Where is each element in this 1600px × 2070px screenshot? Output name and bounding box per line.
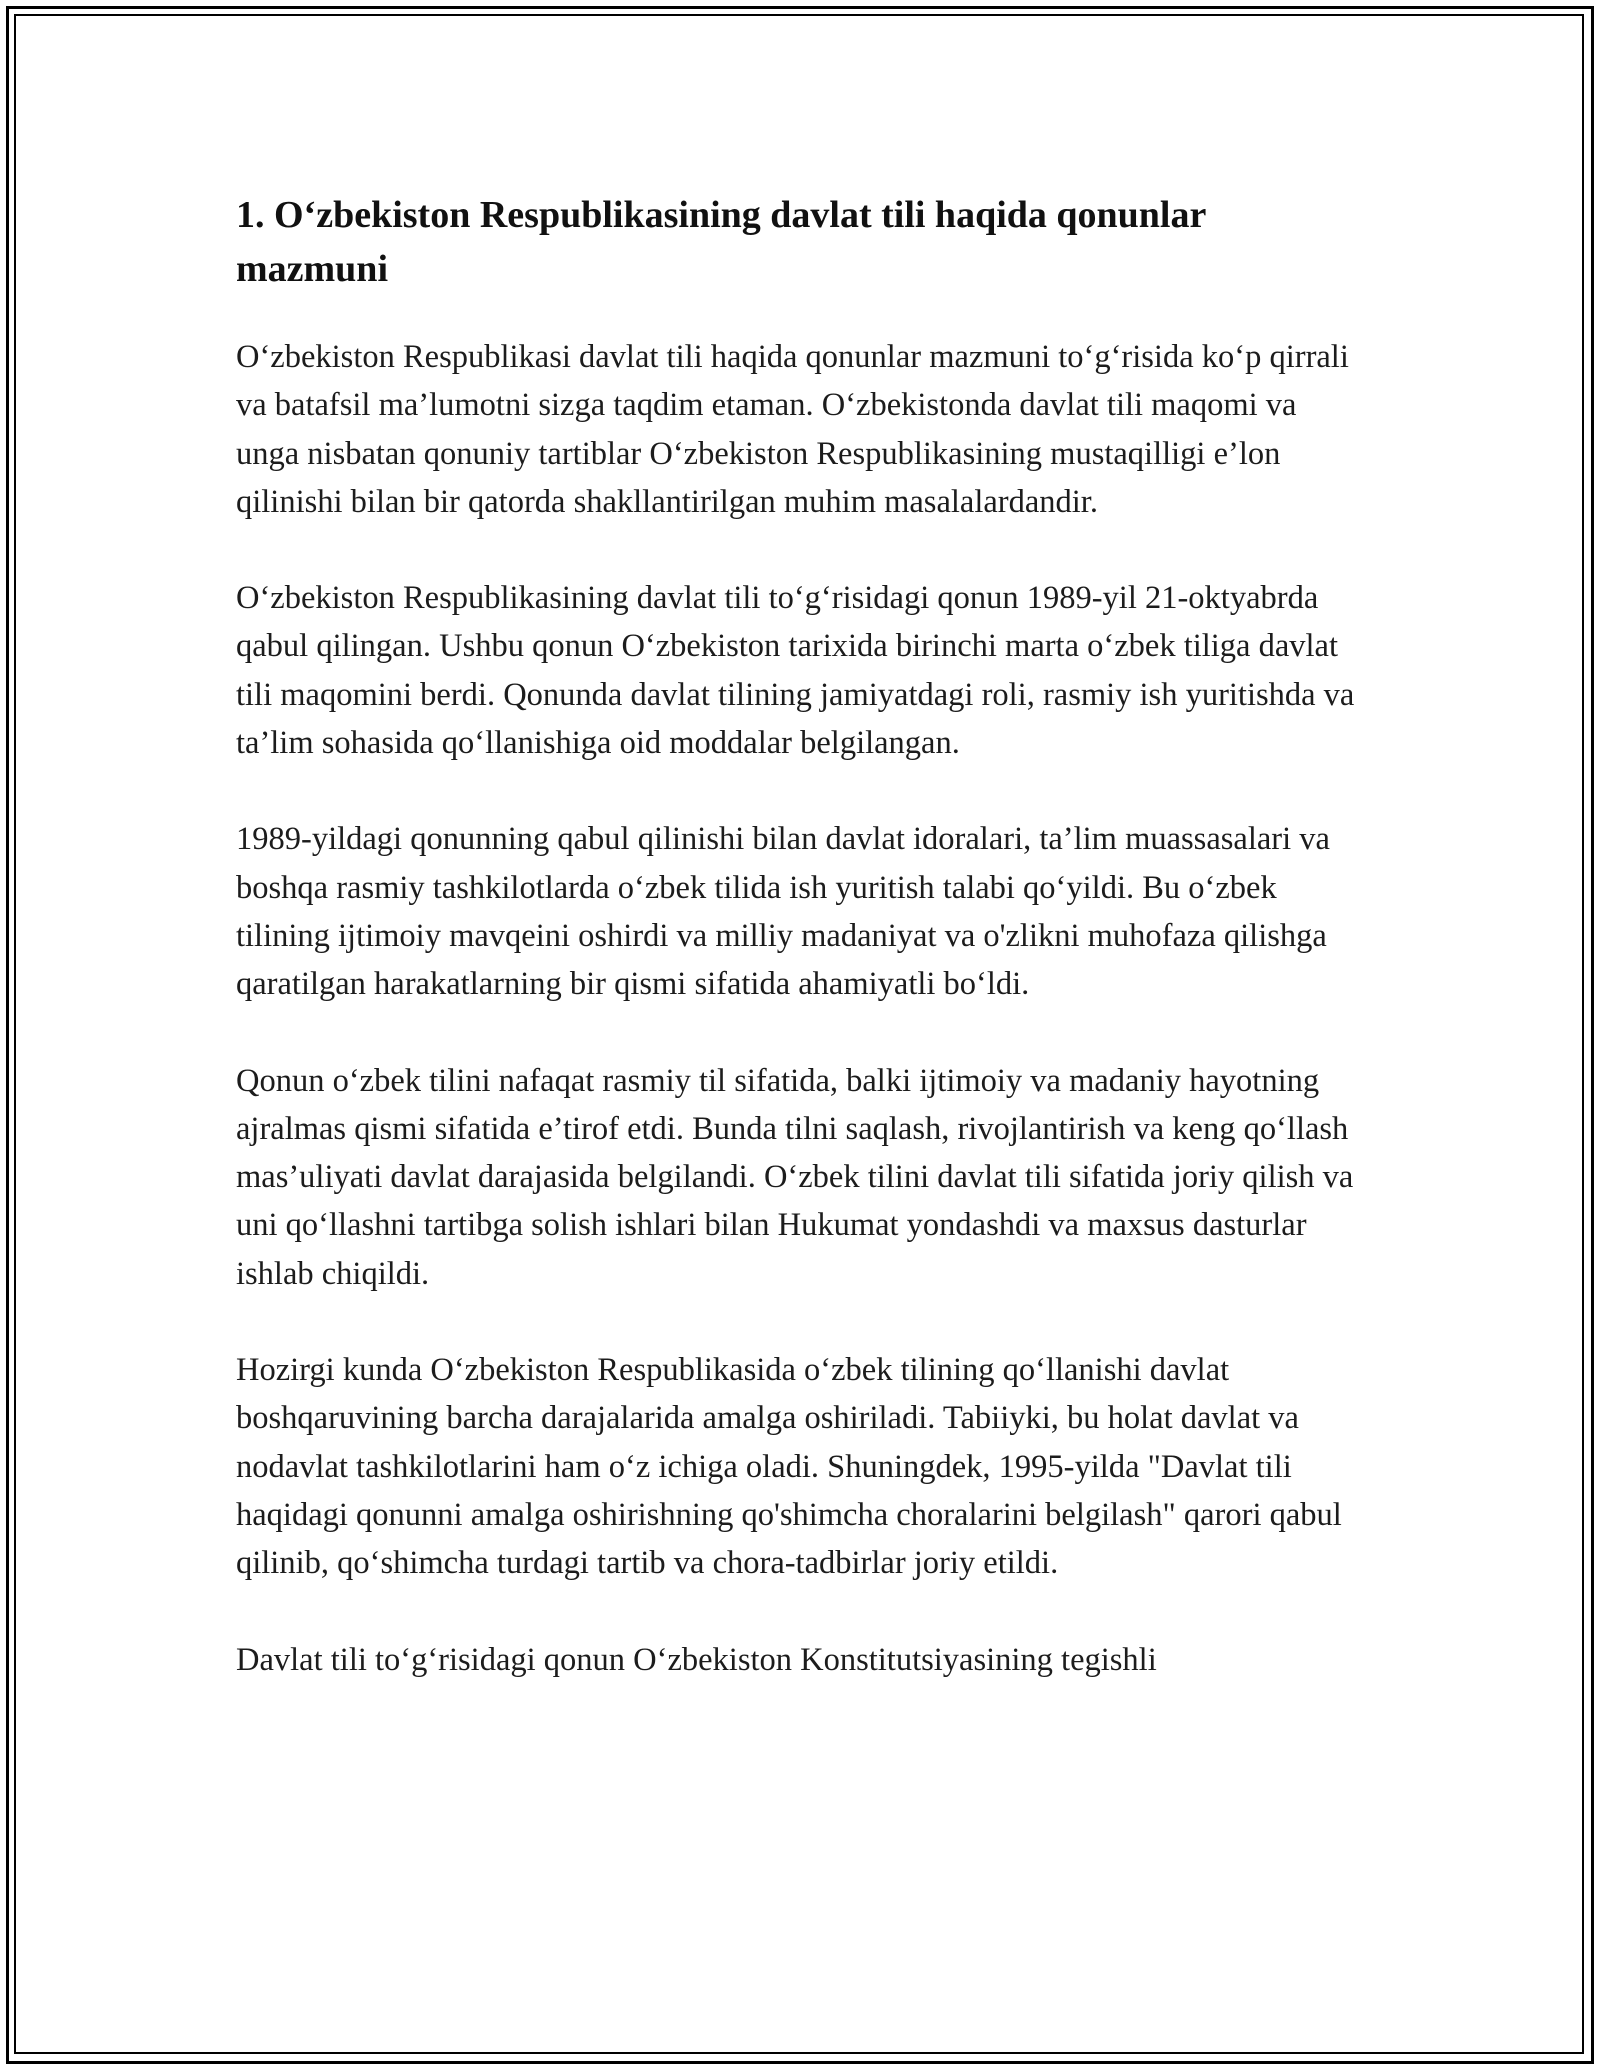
document-body xyxy=(236,188,1366,1732)
section-heading: 1. O‘zbekiston Respublikasining davlat tili haqida qonunlar mazmuni xyxy=(236,194,1206,290)
paragraph-5: Hozirgi kunda O‘zbekiston Respublikasida o‘zbek tilining qo‘llanishi davlat boshqaruvining barcha darajalarida amalga oshiriladi. Tabiiyki, bu holat davlat va nodavlat tashkilotlarini ham o‘z ichiga oladi. Shuningdek, 1995-yilda "Davlat tili haqidagi qonunni amalga oshirishning qo'shimcha choralarini belgilash" qarori qabul qilinib, qo‘shimcha turdagi tartib va chora-tadbirlar joriy etildi. xyxy=(236,1352,1342,1582)
paragraph-1: O‘zbekiston Respublikasi davlat tili haqida qonunlar mazmuni to‘g‘risida ko‘p qirrali va batafsil ma’lumotni sizga taqdim etaman. O‘zbekistonda davlat tili maqomi va unga nisbatan qonuniy tartiblar O‘zbekiston Respublikasining mustaqilligi e’lon qilinishi bilan bir qatorda shakllantirilgan muhim masalalardandir. xyxy=(236,339,1349,520)
paragraph-3: 1989-yildagi qonunning qabul qilinishi bilan davlat idoralari, ta’lim muassasalari va boshqa rasmiy tashkilotlarda o‘zbek tilida ish yuritish talabi qo‘yildi. Bu o‘zbek tilining ijtimoiy mavqeini oshirdi va milliy madaniyat va o'zlikni muhofaza qilishga qaratilgan harakatlarning bir qismi sifatida ahamiyatli bo‘ldi. xyxy=(236,821,1330,1003)
paragraph-4: Qonun o‘zbek tilini nafaqat rasmiy til sifatida, balki ijtimoiy va madaniy hayotning ajralmas qismi sifatida e’tirof etdi. Bunda tilni saqlash, rivojlantirish va keng qo‘llash mas’uliyati davlat darajasida belgilandi. O‘zbek tilini davlat tili sifatida joriy qilish va uni qo‘llashni tartibga solish ishlari bilan Hukumat yondashdi va maxsus dasturlar ishlab chiqildi. xyxy=(236,1062,1354,1292)
paragraph-6: Davlat tili to‘g‘risidagi qonun O‘zbekiston Konstitutsiyasining tegishli xyxy=(236,1641,1157,1678)
paragraph-2: O‘zbekiston Respublikasining davlat tili to‘g‘risidagi qonun 1989-yil 21-oktyabrda qabul qilingan. Ushbu qonun O‘zbekiston tarixida birinchi marta o‘zbek tiliga davlat tili maqomini berdi. Qonunda davlat tilining jamiyatdagi roli, rasmiy ish yuritishda va ta’lim sohasida qo‘llanishiga oid moddalar belgilangan. xyxy=(236,580,1355,762)
